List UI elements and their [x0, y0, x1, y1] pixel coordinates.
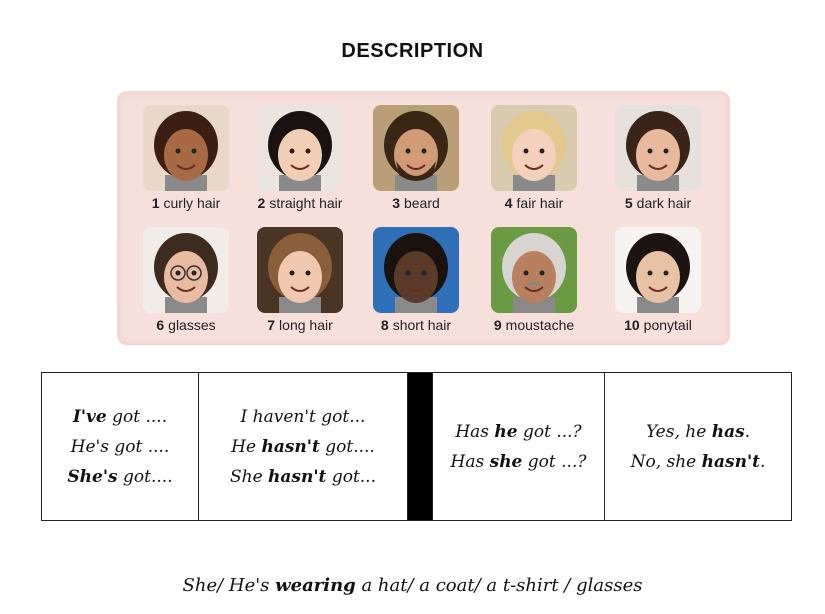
vocab-label: short hair: [392, 317, 452, 333]
phrase-line: Has he got ...?: [455, 421, 582, 442]
phrase-line: She's got....: [67, 466, 173, 487]
vocab-item: [603, 227, 713, 333]
vocab-label: curly hair: [163, 195, 221, 211]
vocab-item: [361, 227, 471, 333]
vocab-caption: [361, 317, 471, 333]
face-illustration: [257, 105, 343, 191]
vocab-label: fair hair: [516, 195, 564, 211]
vocab-label: glasses: [168, 317, 216, 333]
vocab-item: [245, 227, 355, 333]
vocab-item: [131, 227, 241, 333]
vocab-label: straight hair: [269, 195, 343, 211]
face-illustration: [257, 227, 343, 313]
phrase-line: I haven't got...: [240, 406, 366, 427]
phrases-have-got: [42, 373, 199, 520]
vocab-item: [245, 105, 355, 211]
vocab-caption: [131, 317, 241, 333]
vocab-number: 10: [624, 317, 640, 333]
vocab-item: [479, 105, 589, 211]
page-title: DESCRIPTION: [341, 40, 484, 62]
face-illustration: [615, 227, 701, 313]
vocab-item: [361, 105, 471, 211]
vocab-item: [479, 227, 589, 333]
face-illustration: [615, 105, 701, 191]
face-photo: [143, 227, 229, 313]
vocab-label: dark hair: [636, 195, 692, 211]
face-photo: [491, 105, 577, 191]
vocab-caption: [361, 195, 471, 211]
vocab-caption: [603, 317, 713, 333]
phrase-line: No, she hasn't.: [630, 451, 766, 472]
face-photo: [373, 105, 459, 191]
vocabulary-panel: [117, 91, 730, 345]
vocab-number: 3: [392, 195, 400, 211]
face-illustration: [491, 227, 577, 313]
vocab-number: 8: [380, 317, 389, 333]
face-illustration: [373, 105, 459, 191]
face-illustration: [143, 227, 229, 313]
vocab-caption: [131, 195, 241, 211]
face-illustration: [373, 227, 459, 313]
face-illustration: [491, 105, 577, 191]
vocab-caption: [245, 317, 355, 333]
vocab-caption: [245, 195, 355, 211]
wearing-sentence: She/ He's wearing a hat/ a coat/ a t-shirt / glasses: [182, 575, 643, 596]
vocab-number: 5: [624, 195, 633, 211]
face-photo: [257, 105, 343, 191]
phrase-line: He hasn't got....: [231, 436, 375, 457]
vocab-number: 1: [151, 195, 160, 211]
vocab-label: ponytail: [643, 317, 692, 333]
vocab-item: [603, 105, 713, 211]
vocab-caption: [479, 317, 589, 333]
face-photo: [491, 227, 577, 313]
phrase-line: He's got ....: [70, 436, 170, 457]
phrase-line: She hasn't got...: [229, 466, 376, 487]
face-photo: [615, 105, 701, 191]
face-photo: [143, 105, 229, 191]
phrases-table: [41, 372, 792, 521]
phrases-answers: [605, 373, 791, 520]
vocab-label: beard: [403, 195, 440, 211]
vocab-number: 9: [493, 317, 502, 333]
phrase-line: I've got ....: [72, 406, 168, 427]
phrases-havent-got: [199, 373, 408, 520]
phrase-line: Yes, he has.: [645, 421, 751, 442]
phrases-questions: [433, 373, 605, 520]
face-illustration: [143, 105, 229, 191]
face-photo: [373, 227, 459, 313]
phrase-line: Has she got ...?: [450, 451, 587, 472]
face-photo: [615, 227, 701, 313]
vocab-caption: [603, 195, 713, 211]
divider-bar: [408, 373, 433, 520]
vocab-number: 2: [257, 195, 266, 211]
vocab-item: [131, 105, 241, 211]
vocab-caption: [479, 195, 589, 211]
vocab-number: 7: [267, 317, 276, 333]
vocab-label: long hair: [279, 317, 333, 333]
vocab-number: 6: [156, 317, 165, 333]
vocab-number: 4: [504, 195, 513, 211]
face-photo: [257, 227, 343, 313]
vocab-label: moustache: [505, 317, 575, 333]
